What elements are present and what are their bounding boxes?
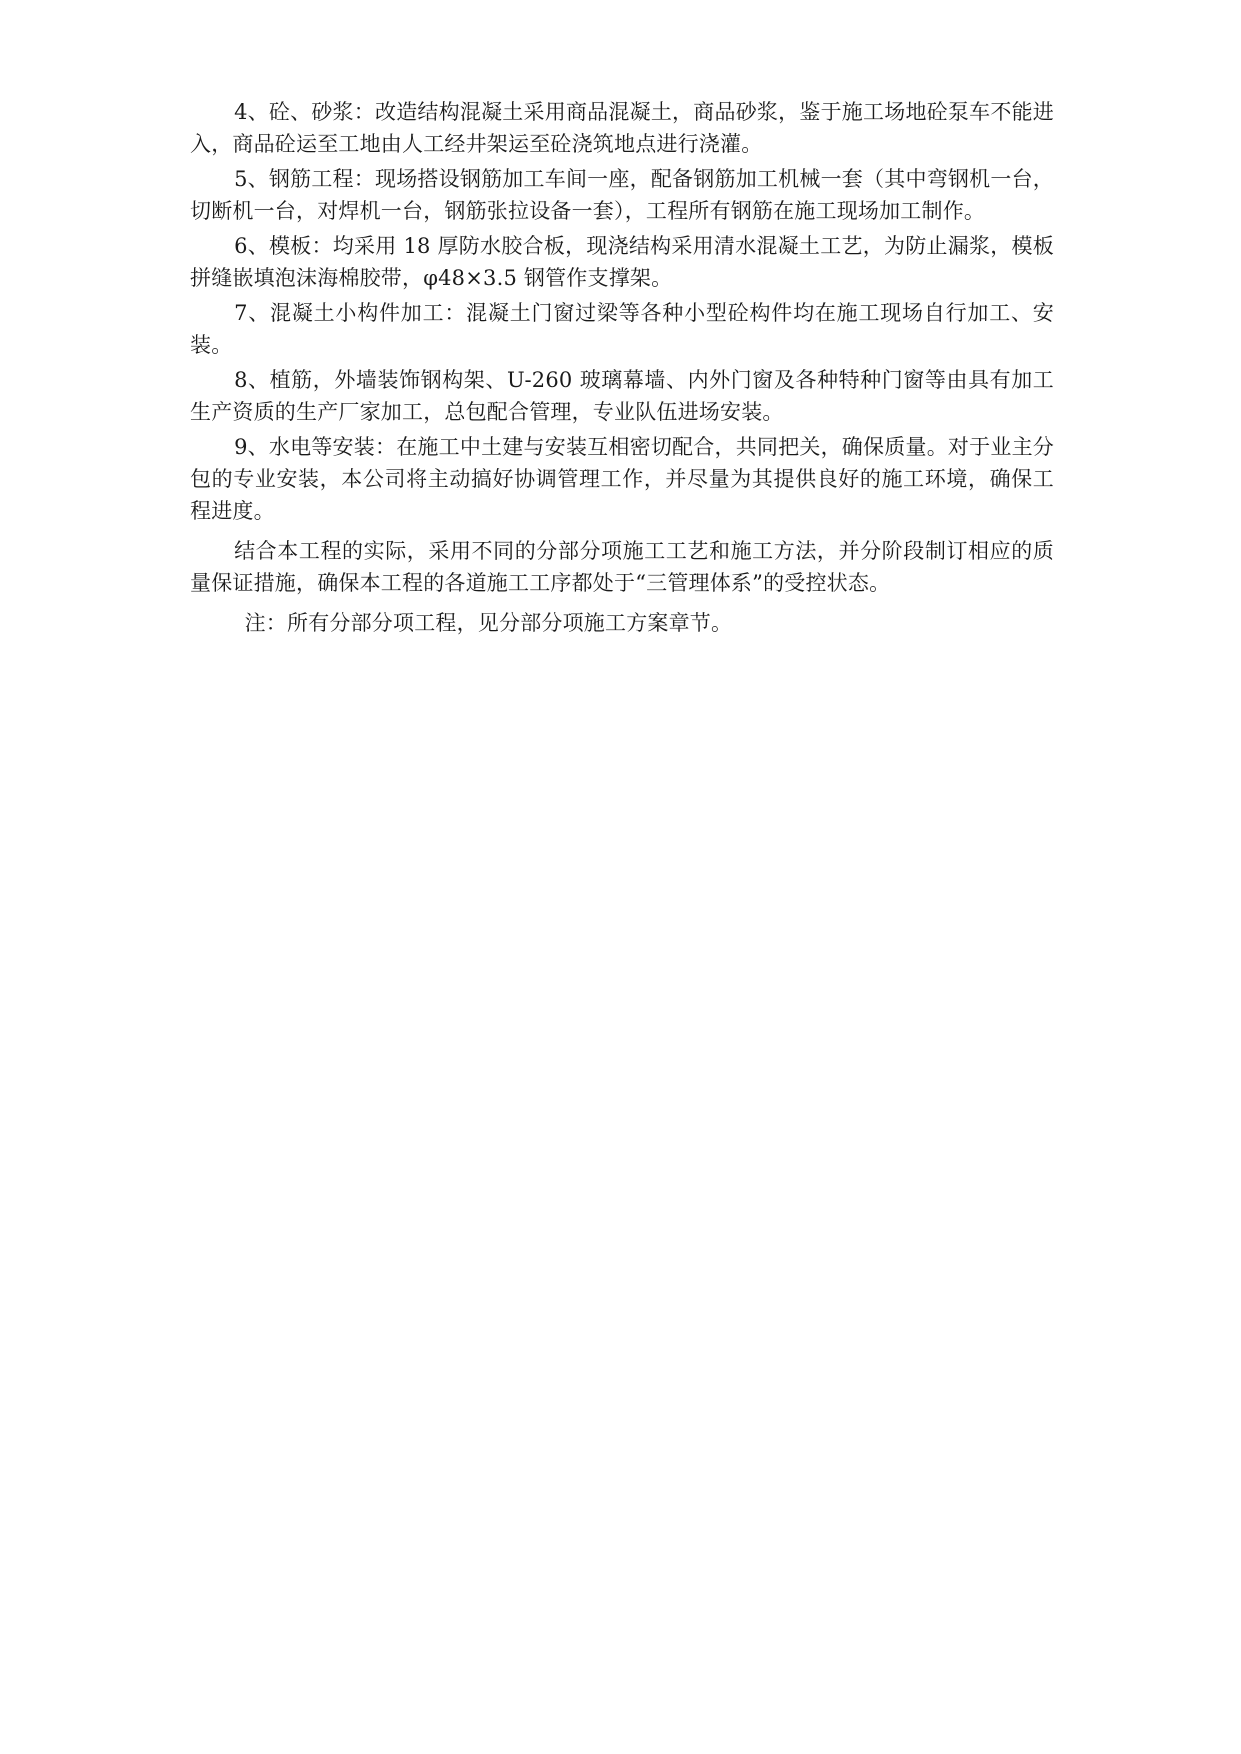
paragraph-item-5: 5、钢筋工程：现场搭设钢筋加工车间一座，配备钢筋加工机械一套（其中弯钢机一台，切断机一台，对焊机一台，钢筋张拉设备一套），工程所有钢筋在施工现场加工制作。 [190, 167, 1054, 223]
paragraph-item-9: 9、水电等安装：在施工中土建与安装互相密切配合，共同把关，确保质量。对于业主分包的专业安装，本公司将主动搞好协调管理工作，并尽量为其提供良好的施工环境，确保工程进度。 [190, 435, 1054, 523]
paragraph-item-6: 6、模板：均采用 18 厚防水胶合板，现浇结构采用清水混凝土工艺，为防止漏浆，模板拼缝嵌填泡沫海棉胶带，φ48×3.5 钢管作支撑架。 [190, 234, 1054, 290]
paragraph-item-8: 8、植筋，外墙装饰钢构架、U-260 玻璃幕墙、内外门窗及各种特种门窗等由具有加工生产资质的生产厂家加工，总包配合管理，专业队伍进场安装。 [190, 368, 1054, 424]
document-body [190, 96, 1054, 642]
paragraph-item-7: 7、混凝土小构件加工：混凝土门窗过梁等各种小型砼构件均在施工现场自行加工、安装。 [190, 301, 1054, 357]
summary-paragraph: 结合本工程的实际，采用不同的分部分项施工工艺和施工方法，并分阶段制订相应的质量保证措施，确保本工程的各道施工工序都处于“三管理体系”的受控状态。 [190, 539, 1054, 595]
note-paragraph: 注：所有分部分项工程，见分部分项施工方案章节。 [244, 611, 733, 635]
paragraph-item-4: 4、砼、砂浆：改造结构混凝土采用商品混凝土，商品砂浆，鉴于施工场地砼泵车不能进入，商品砼运至工地由人工经井架运至砼浇筑地点进行浇灌。 [190, 100, 1054, 156]
